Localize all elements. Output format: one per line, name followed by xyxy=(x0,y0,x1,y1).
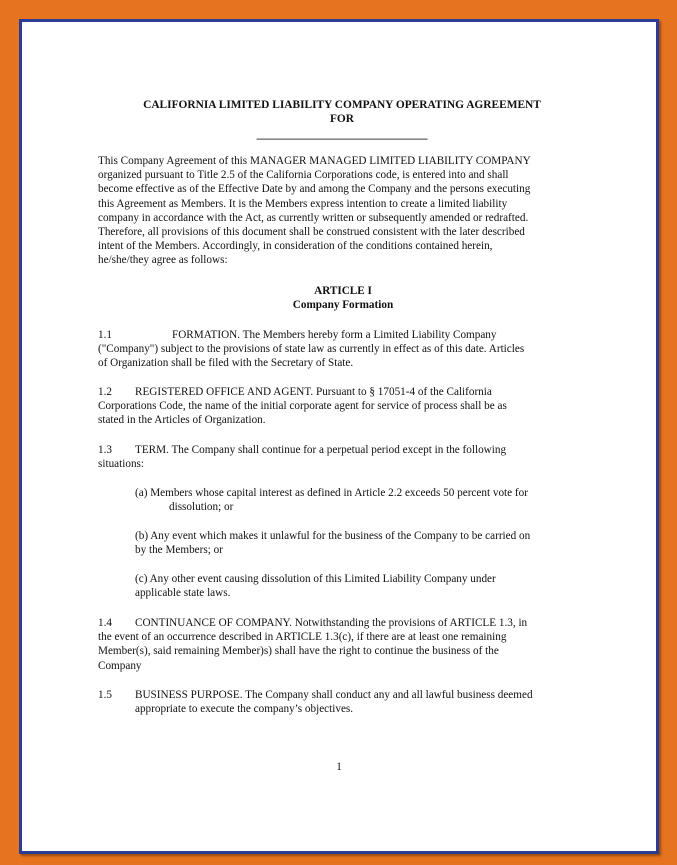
article-title: ARTICLE I xyxy=(314,285,372,297)
intro-line: he/she/they agree as follows: xyxy=(98,254,228,267)
background xyxy=(2,2,674,862)
term-item-b xyxy=(98,529,588,557)
term-item-a xyxy=(135,486,585,514)
document-page xyxy=(22,22,656,851)
section-1-3 xyxy=(98,443,588,471)
section-text: stated in the Articles of Organization. xyxy=(98,414,266,427)
intro-line: Therefore, all provisions of this document shall be construed consistent with the later described xyxy=(98,226,525,239)
section-1-2 xyxy=(98,385,588,428)
term-item-c xyxy=(98,572,588,600)
title-line-1: CALIFORNIA LIMITED LIABILITY COMPANY OPERATING AGREEMENT xyxy=(143,99,541,111)
section-text: the event of an occurrence described in ARTICLE 1.3(c), if there are at least one remaining xyxy=(98,631,507,644)
section-text: Company xyxy=(98,659,142,672)
intro-paragraph xyxy=(98,154,588,268)
item-text: dissolution; or xyxy=(169,501,234,514)
section-text: CONTINUANCE OF COMPANY. Notwithstanding the provisions of ARTICLE 1.3, in xyxy=(135,617,528,629)
section-text: FORMATION. The Members hereby form a Limited Liability Company xyxy=(172,329,497,341)
intro-line: This Company Agreement of this MANAGER MANAGED LIMITED LIABILITY COMPANY xyxy=(98,155,531,167)
item-text: (a) Members whose capital interest as defined in Article 2.2 exceeds 50 percent vote for xyxy=(135,487,528,499)
section-text: TERM. The Company shall continue for a perpetual period except in the following xyxy=(135,444,507,456)
section-text: situations: xyxy=(98,458,144,471)
section-1-5 xyxy=(98,688,588,716)
intro-line: this Agreement as Members. It is the Members express intention to create a limited liability xyxy=(98,197,508,210)
item-text: (b) Any event which makes it unlawful for the business of the Company to be carried on xyxy=(135,530,531,542)
section-number: 1.1 xyxy=(98,329,112,341)
section-text: of Organization shall be filed with the Secretary of State. xyxy=(98,357,354,370)
intro-line: company in accordance with the Act, as currently written or subsequently amended or redrafted. xyxy=(98,211,529,224)
section-number: 1.4 xyxy=(98,617,112,629)
article-heading xyxy=(98,284,588,312)
intro-line: become effective as of the Effective Date by and among the Company and the persons executing xyxy=(98,183,531,196)
page-number: 1 xyxy=(336,761,342,773)
title-line-2: FOR xyxy=(329,113,355,125)
section-number: 1.3 xyxy=(98,444,112,456)
section-number: 1.5 xyxy=(98,689,112,701)
section-text: REGISTERED OFFICE AND AGENT. Pursuant to § 17051-4 of the California xyxy=(135,386,492,398)
article-subtitle: Company Formation xyxy=(292,299,394,312)
item-text: (c) Any other event causing dissolution of this Limited Liability Company under xyxy=(135,573,496,585)
document-title xyxy=(82,98,602,142)
section-1-4 xyxy=(98,616,588,673)
section-text: Member(s), said remaining Member)s) shall have the right to continue the business of the xyxy=(98,645,499,658)
section-number: 1.2 xyxy=(98,386,112,398)
title-blank-line: ______________________________ xyxy=(256,129,428,141)
section-1-1 xyxy=(98,328,588,371)
section-text: appropriate to execute the company’s objectives. xyxy=(135,703,354,716)
item-text: applicable state laws. xyxy=(135,587,231,600)
section-text: ("Company") subject to the provisions of state law as currently in effect as of this date. Articles xyxy=(98,343,525,356)
section-text: BUSINESS PURPOSE. The Company shall conduct any and all lawful business deemed xyxy=(135,689,533,701)
intro-line: organized pursuant to Title 2.5 of the California Corporations code, is entered into and shall xyxy=(98,169,509,182)
intro-line: intent of the Members. Accordingly, in consideration of the conditions contained herein, xyxy=(98,240,493,253)
item-text: by the Members; or xyxy=(135,544,223,557)
section-text: Corporations Code, the name of the initial corporate agent for service of process shall be as xyxy=(98,400,507,413)
document-frame xyxy=(19,19,659,854)
